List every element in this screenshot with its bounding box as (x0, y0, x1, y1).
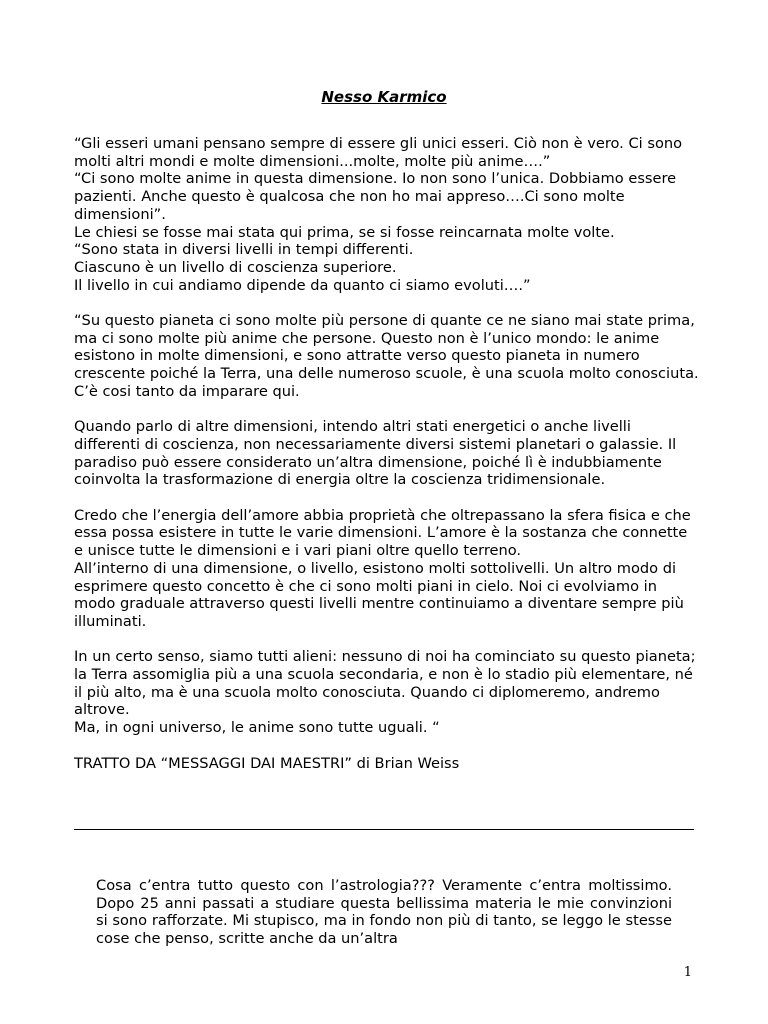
page-number: 1 (683, 965, 692, 980)
paragraph: “Gli esseri umani pensano sempre di essere gli unici esseri. Ciò non è vero. Ci sono molti altri mondi e molte dimensioni...molte, molte più anime….” “Ci sono molte anime in questa dimensione. Io non sono l’unica. Dobbiamo essere pazienti. Anche questo è qualcosa che non ho mai appreso….Ci sono molte dimensioni”. Le chiesi se fosse mai stata qui prima, se si fosse reincarnata molte volte. “Sono stata in diversi livelli in tempi differenti. Ciascuno è un livello di coscienza superiore. Il livello in cui andiamo dipende da quanto ci siamo evoluti….” (74, 135, 683, 294)
paragraph: “Su questo pianeta ci sono molte più persone di quante ce ne siano mai state prima, ma ci sono molte più anime che persone. Questo non è l’unico mondo: le anime esistono in molte dimensioni, e sono attratte verso questo pianeta in numero crescente poiché la Terra, una delle numeroso scuole, è una scuola molto conosciuta. C’è cosi tanto da imparare qui. (74, 312, 699, 400)
document-title: Nesso Karmico (321, 88, 447, 106)
source-credit: TRATTO DA “MESSAGGI DAI MAESTRI” di Brian Weiss (74, 754, 460, 772)
document-body (74, 135, 700, 790)
horizontal-divider (74, 829, 694, 830)
paragraph: In un certo senso, siamo tutti alieni: nessuno di noi ha cominciato su questo pianeta; la Terra assomiglia più a una scuola secondaria, e non è lo stadio più elementare, né il più alto, ma è una scuola molto conosciuta. Quando ci diplomeremo, andremo altrove. Ma, in ogni universo, le anime sono tutte uguali. “ (74, 648, 696, 737)
author-note: Cosa c’entra tutto questo con l’astrologia??? Veramente c’entra moltissimo. Dopo 25 anni passati a studiare questa bellissima materia le mie convinzioni si sono rafforzate. Mi stupisco, ma in fondo non più di tanto, se leggo le stesse cose che penso, scritte anche da un’altra (96, 877, 672, 948)
paragraph: Credo che l’energia dell’amore abbia proprietà che oltrepassano la sfera fisica e che essa possa esistere in tutte le varie dimensioni. L’amore è la sostanza che connette e unisce tutte le dimensioni e i vari piani oltre quello terreno. All’interno di una dimensione, o livello, esistono molti sottolivelli. Un altro modo di esprimere questo concetto è che ci sono molti piani in cielo. Noi ci evolviamo in modo graduale attraverso questi livelli mentre continuiamo a diventare sempre più illuminati. (74, 506, 691, 630)
paragraph: Quando parlo di altre dimensioni, intendo altri stati energetici o anche livelli differenti di coscienza, non necessariamente diversi sistemi planetari o galassie. Il paradiso può essere considerato un’altra dimensione, poiché lì è indubbiamente coinvolta la trasformazione di energia oltre la coscienza tridimensionale. (74, 418, 677, 489)
